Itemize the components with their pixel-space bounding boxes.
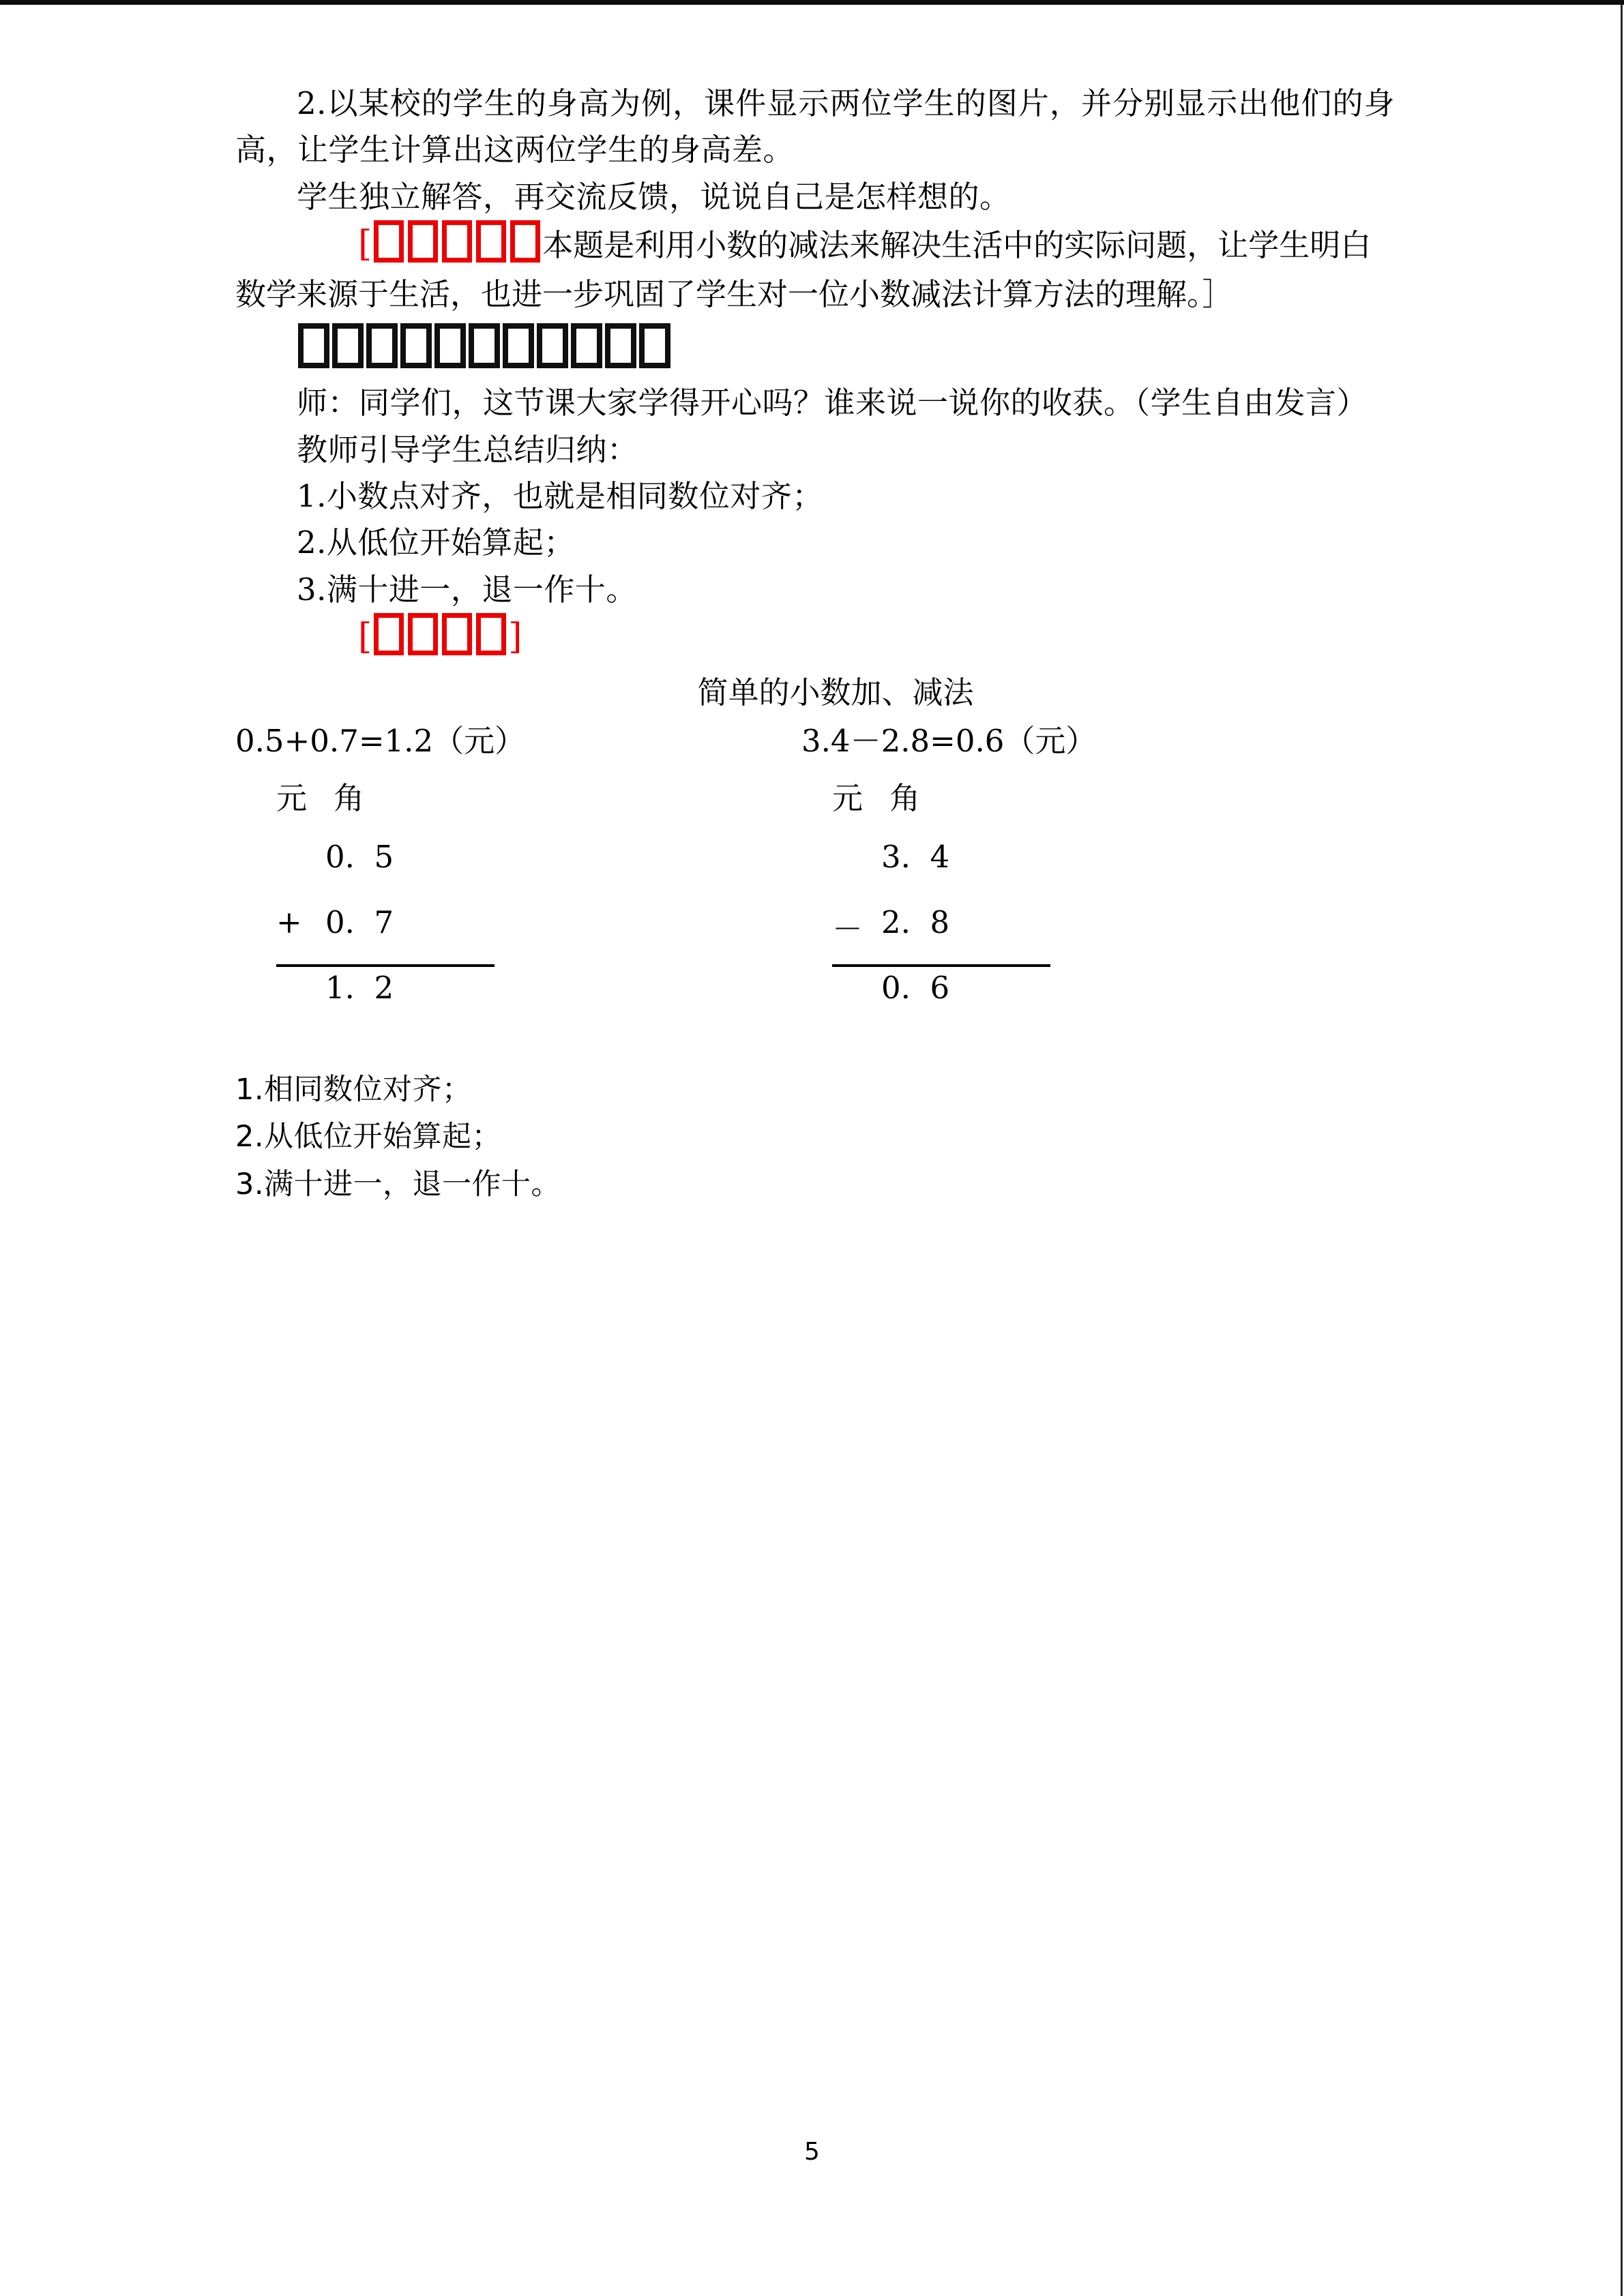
operand-row-2 bbox=[832, 904, 949, 970]
page-content bbox=[235, 80, 1395, 1209]
missing-glyph-box bbox=[442, 613, 472, 655]
unit-header-row bbox=[276, 773, 394, 839]
unit-label-yuan: 元 bbox=[276, 779, 308, 816]
missing-glyph-box bbox=[442, 220, 472, 263]
missing-glyph-box bbox=[366, 323, 398, 368]
missing-glyph-box bbox=[503, 323, 534, 368]
unit-header-row bbox=[832, 773, 949, 839]
equation-addition: 0.5+0.7=1.2（元） bbox=[235, 722, 526, 759]
paragraph-teacher-question: 师：同学们，这节课大家学得开心吗？谁来说一说你的收获。（学生自由发言） bbox=[297, 385, 1368, 421]
computation-rule-line bbox=[276, 964, 494, 967]
result-row bbox=[832, 970, 949, 1035]
design-intent-text: 本题是利用小数的减法来解决生活中的实际问题，让学生明白数学来源于生活，也进一步巩固了学生对一位小数减法计算方法的理解。］ bbox=[235, 227, 1372, 313]
page-number: 5 bbox=[804, 2138, 820, 2166]
unit-label-jiao: 角 bbox=[889, 779, 921, 816]
missing-glyph-box bbox=[374, 613, 404, 655]
open-bracket-red-icon: [ bbox=[358, 616, 372, 658]
vertical-computation-area bbox=[235, 773, 1395, 1067]
missing-glyph-box bbox=[571, 323, 602, 368]
unit-label-yuan: 元 bbox=[832, 779, 863, 816]
scan-artifact-right-rule bbox=[1621, 5, 1623, 2296]
operand-2-value: 2. 8 bbox=[881, 904, 950, 940]
open-bracket-red-icon: [ bbox=[358, 224, 372, 265]
missing-glyph-box bbox=[605, 323, 636, 368]
missing-glyph-box bbox=[374, 220, 404, 263]
operand-1-value: 0. 5 bbox=[325, 838, 394, 875]
operand-row-2 bbox=[276, 904, 394, 970]
operand-2-value: 0. 7 bbox=[325, 904, 394, 940]
unit-label-jiao: 角 bbox=[334, 779, 365, 816]
missing-glyph-box bbox=[537, 323, 568, 368]
section-heading-tofu bbox=[235, 323, 1395, 376]
summary-point-1: 1.小数点对齐，也就是相同数位对齐； bbox=[297, 477, 823, 514]
operand-1-value: 3. 4 bbox=[881, 838, 950, 875]
vertical-computation-addition bbox=[276, 773, 394, 1035]
blackboard-rule-2: 2.从低位开始算起； bbox=[235, 1120, 502, 1154]
operand-row-1 bbox=[276, 839, 394, 904]
operand-row-1 bbox=[832, 839, 949, 904]
missing-glyph-box bbox=[408, 613, 438, 655]
missing-glyph-box bbox=[408, 220, 438, 263]
blackboard-design-block bbox=[235, 670, 1395, 1208]
missing-glyph-box bbox=[469, 323, 500, 368]
section-heading-blackboard-design bbox=[235, 613, 1395, 663]
blackboard-rule-3: 3.满十进一，退一作十。 bbox=[235, 1167, 561, 1202]
scan-artifact-top-band bbox=[0, 0, 1624, 5]
blackboard-title: 简单的小数加、减法 bbox=[697, 674, 974, 711]
equation-subtraction: 3.4－2.8=0.6（元） bbox=[801, 722, 1097, 759]
missing-glyph-box bbox=[510, 220, 540, 263]
summary-point-2: 2.从低位开始算起； bbox=[297, 524, 575, 561]
paragraph-guide-summary: 教师引导学生总结归纳： bbox=[297, 431, 638, 468]
paragraph-activity-2: 2.以某校的学生的身高为例，课件显示两位学生的图片，并分别显示出他们的身高，让学生计算出这两位学生的身高差。 bbox=[235, 85, 1395, 168]
missing-glyph-box bbox=[639, 323, 670, 368]
missing-glyph-box bbox=[434, 323, 466, 368]
summary-point-3: 3.满十进一，退一作十。 bbox=[297, 571, 637, 608]
red-bracket-heading-1 bbox=[297, 220, 542, 270]
missing-glyph-box bbox=[400, 323, 432, 368]
operator-minus: － bbox=[832, 910, 863, 947]
close-bracket-red-icon: ] bbox=[508, 616, 522, 658]
operator-plus: + bbox=[276, 904, 302, 940]
result-value: 0. 6 bbox=[881, 969, 950, 1006]
blackboard-rule-1: 1.相同数位对齐； bbox=[235, 1072, 472, 1107]
paragraph-design-intent bbox=[235, 220, 1395, 319]
missing-glyph-box bbox=[476, 220, 506, 263]
paragraph-independent-answer: 学生独立解答，再交流反馈，说说自己是怎样想的。 bbox=[297, 178, 1011, 215]
result-row bbox=[276, 970, 394, 1035]
equation-row bbox=[235, 716, 1395, 769]
red-bracket-heading-2 bbox=[297, 613, 522, 663]
result-value: 1. 2 bbox=[325, 969, 394, 1006]
missing-glyph-box bbox=[476, 613, 506, 655]
missing-glyph-box bbox=[298, 323, 329, 368]
vertical-computation-subtraction bbox=[832, 773, 949, 1035]
computation-rule-line bbox=[832, 964, 1050, 967]
missing-glyph-box bbox=[332, 323, 364, 368]
